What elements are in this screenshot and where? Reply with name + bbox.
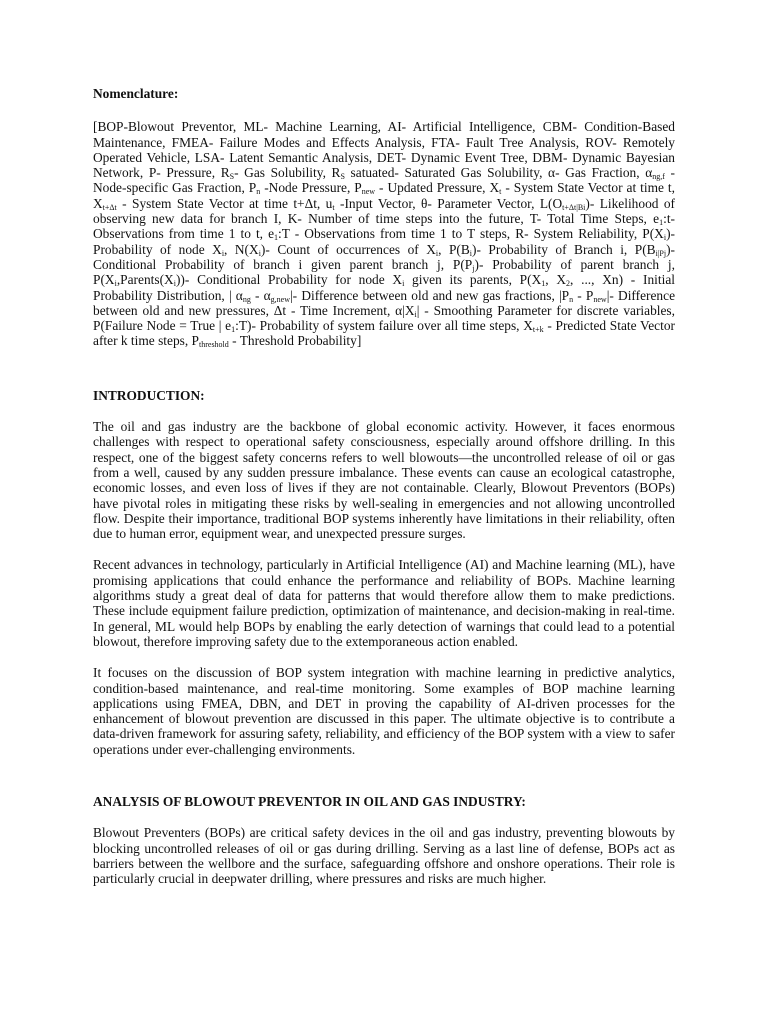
analysis-heading: ANALYSIS OF BLOWOUT PREVENTOR IN OIL AND GAS INDUSTRY: xyxy=(93,793,526,809)
document-page xyxy=(93,86,675,886)
nomenclature-heading: Nomenclature: xyxy=(93,86,179,101)
nomenclature-paragraph: [BOP-Blowout Preventor, ML- Machine Learning, AI- Artificial Intelligence, CBM- Condition-Based Maintenance, FMEA- Failure Modes and Effects Analysis, FTA- Fault Tree Analysis, ROV- Remotely Operated Vehicle, LSA- Latent Semantic Analysis, DET- Dynamic Event Tree, DBM- Dynamic Bayesian Network, P- Pressure, $R_S-$ Gas Solubility, $R_S$ satuated- Saturated Gas Solubility, α- Gas Fraction, $\alpha_{ng,f}$ - Node-specific Gas Fraction, $P_n$ -Node Pressure, $P_{new}$ - Updated Pressure, $X_t$ - System State Vector at time t, $X_{t+\Delta t}$ - System State Vector at time t+Δt, $u_t$ -Input Vector, θ- Parameter Vector, $L(O_{t+\Delta t|Bi})-$ Likelihood of observing new data for branch I, K- Number of time steps into the future, T- Total Time Steps, $e_1:t-$ Observations from time 1 to t, $e_1:T$ - Observations from time 1 to T steps, R- System Reliability, $P(X_i)-$ Probability of node $X_i$, $N(X_i)-$ Count of occurrences of $X_i$, $P(B_i)-$ Probability of Branch i, $P(B_{i|Pj})-$ Conditional Probability of branch i given parent branch j, $P(P_j)-$ Probability of parent branch j, $P(X_i,Parents(X_i))-$ Conditional Probability for node $X_i$ given its parents, $P(X_1$, $X_2$, ..., Xn) - Initial Probability Distribution, | $\alpha_{ng} - \alpha_{g,new}|-$ Difference between old and new gas fractions, $|P_n - P_{new}|-$ Difference between old and new pressures, Δt - Time Increment, $\alpha|X_i|$ - Smoothing Parameter for discrete variables, P(Failure Node = True | $e_1:T)-$ Probability of system failure over all time steps, $X_{t+k}$ - Predicted State Vector after k time steps, $P_{threshold}$ - Threshold Probability] xyxy=(93,119,676,350)
introduction-paragraph-2: Recent advances in technology, particularly in Artificial Intelligence (AI) and Machine learning (ML), have promising applications that could enhance the performance and reliability of BOPs. Machine learning algorithms study a great deal of data for patterns that would therefore allow them to make predictions. These include equipment failure prediction, optimization of maintenance, and decision-making in real-time. In general, ML would help BOPs by enabling the early detection of warnings that could lead to a potential blowout, therefore improving safety due to the extemporaneous action enabled. xyxy=(93,557,675,649)
introduction-paragraph-1: The oil and gas industry are the backbone of global economic activity. However, it faces enormous challenges with respect to operational safety consciousness, especially around offshore drilling. In this respect, one of the biggest safety concerns refers to well blowouts—the uncontrolled release of oil or gas from a well, caused by any sudden pressure imbalance. These events can cause an ecological catastrophe, economic losses, and even loss of lives if they are not containable. Clearly, Blowout Preventors (BOPs) have pivotal roles in mitigating these risks by well-sealing in emergencies and not allowing uncontrolled flow. Despite their importance, traditional BOP systems inherently have limitations in their reliability, often due to human error, equipment wear, and unexpected pressure surges. xyxy=(93,419,675,542)
introduction-paragraph-3: It focuses on the discussion of BOP system integration with machine learning in predictive analytics, condition-based maintenance, and real-time monitoring. Some examples of BOP machine learning applications using FMEA, DBN, and DET in proving the capability of AI-driven processes for the enhancement of blowout prevention are discussed in this paper. The ultimate objective is to contribute a data-driven framework for assuring safety, reliability, and efficiency of the BOP system with a view to safer operations under ever-challenging environments. xyxy=(93,665,675,757)
introduction-heading: INTRODUCTION: xyxy=(93,387,205,403)
analysis-paragraph-1: Blowout Preventers (BOPs) are critical safety devices in the oil and gas industry, preventing blowouts by blocking uncontrolled releases of oil or gas during drilling. Serving as a last line of defense, BOPs act as barriers between the wellbore and the surface, safeguarding offshore and onshore operations. Their role is particularly crucial in deepwater drilling, where pressures and risks are much higher. xyxy=(93,825,675,887)
